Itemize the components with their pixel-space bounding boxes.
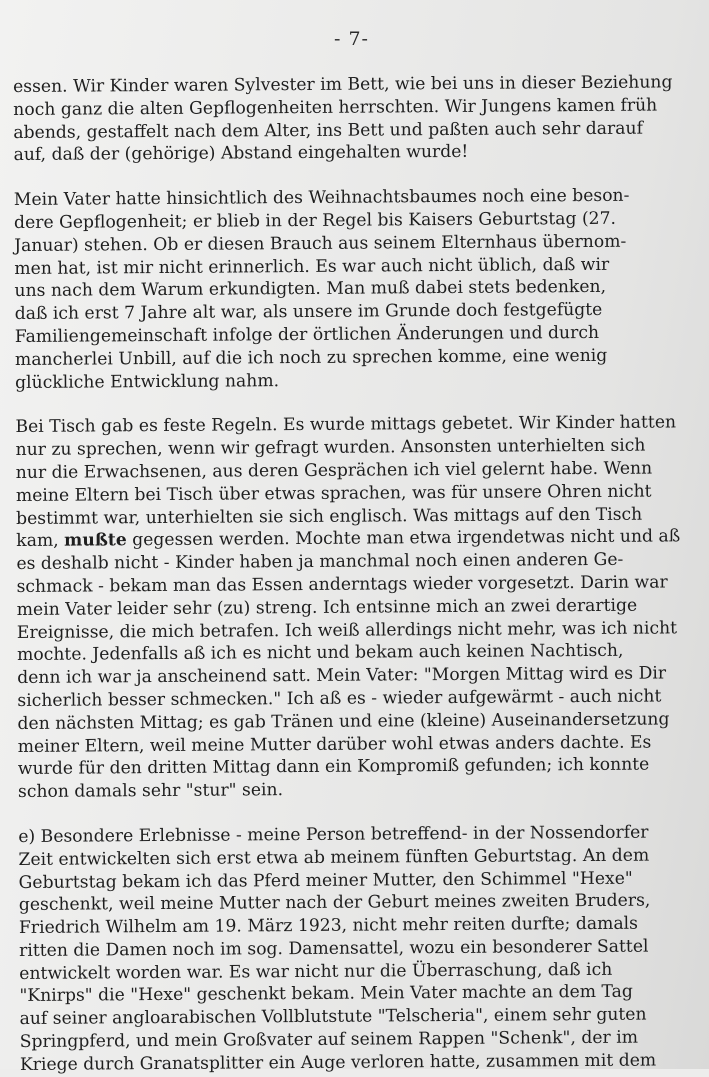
text-line: Bei Tisch gab es feste Regeln. Es wurde mittags gebetet. Wir Kinder hatten xyxy=(15,412,677,438)
text-line: noch ganz die alten Gepflogenheiten herrschten. Wir Jungens kamen früh xyxy=(13,95,658,120)
text-line: meine Eltern bei Tisch über etwas sprachen, was für unsere Ohren nicht xyxy=(15,481,652,506)
text-line: Zeit entwickelten sich erst etwa ab meinem fünften Geburtstag. An dem xyxy=(18,845,650,870)
text-line: den nächsten Mittag; es gab Tränen und eine (kleine) Auseinandersetzung xyxy=(17,709,670,734)
text-line: bestimmt war, unterhielten sie sich englisch. Was mittags auf den Tisch xyxy=(16,504,643,529)
text-line: mochte. Jedenfalls aß ich es nicht und bekam auch keinen Nachtisch, xyxy=(16,641,624,666)
text-line: Springpferd, und mein Großvater auf seinem Rappen "Schenk", der im xyxy=(19,1027,639,1053)
text-line: Friedrich Wilhelm am 19. März 1923, nicht mehr reiten durfte; damals xyxy=(18,913,639,939)
text-line: Familiengemeinschaft infolge der örtlichen Änderungen und durch xyxy=(14,322,600,347)
text-line: Januar) stehen. Ob er diesen Brauch aus seinem Elternhaus übernom- xyxy=(14,231,627,256)
page-number: - 7- xyxy=(334,28,369,50)
text-line: uns nach dem Warum erkundigten. Man muß dabei stets bedenken, xyxy=(14,277,607,302)
text-line: meiner Eltern, weil meine Mutter darüber wohl etwas anders dachte. Es xyxy=(17,732,652,757)
text-line: daß ich erst 7 Jahre alt war, als unsere im Grunde doch festgefügte xyxy=(14,300,603,325)
text-line: entwickelt worden war. Es war nicht nur die Überraschung, daß ich xyxy=(19,959,613,984)
text-line: denn ich war ja anscheinend satt. Mein Vater: "Morgen Mittag wird es Dir xyxy=(17,663,667,689)
text-line: abends, gestaffelt nach dem Alter, ins Bett und paßten auch sehr darauf xyxy=(13,118,643,143)
body-text xyxy=(13,71,700,1076)
paragraph-2 xyxy=(14,184,695,394)
text-line: Geburtstag bekam ich das Pferd meiner Mutter, den Schimmel "Hexe" xyxy=(18,868,633,893)
text-line: Kriege durch Granatsplitter ein Auge verloren hatte, zusammen mit dem xyxy=(19,1050,657,1075)
text-line: schmack - bekam man das Essen anderntags wieder vorgesetzt. Darin war xyxy=(16,572,668,597)
text-line: dere Gepflogenheit; er blieb in der Regel bis Kaisers Geburtstag (27. xyxy=(13,208,617,233)
text-fragment: gegessen werden. Mochte man etwa irgendetwas nicht und aß xyxy=(126,526,681,551)
text-line: schon damals sehr "stur" sein. xyxy=(17,780,284,803)
paragraph-4 xyxy=(18,821,700,1077)
text-line: wurde für den dritten Mittag dann ein Kompromiß gefunden; ich konnte xyxy=(17,754,650,780)
text-line: men hat, ist mir nicht erinnerlich. Es war auch nicht üblich, daß wir xyxy=(14,254,610,279)
text-line: glückliche Entwicklung nahm. xyxy=(15,370,280,393)
text-line: "Knirps" die "Hexe" geschenkt bekam. Mein Vater machte an dem Tag xyxy=(19,982,633,1007)
text-line: mein Vater leider sehr (zu) streng. Ich entsinne mich an zwei derartige xyxy=(16,595,638,620)
paragraph-3 xyxy=(15,412,698,804)
text-fragment: kam, xyxy=(16,530,65,552)
text-line: Mein Vater hatte hinsichtlich des Weihnachtsbaumes noch eine beson- xyxy=(13,185,630,211)
text-line: e) Besondere Erlebnisse - meine Person betreffend- in der Nossendorfer xyxy=(18,822,649,847)
text-line: sicherlich besser schmecken." Ich aß es - wieder aufgewärmt - auch nicht xyxy=(17,686,662,711)
text-line: mancherlei Unbill, auf die ich noch zu sprechen komme, eine wenig xyxy=(14,345,608,370)
text-line: nur zu sprechen, wenn wir gefragt wurden. Ansonsten unterhielten sich xyxy=(15,435,646,461)
text-line: nur die Erwachsenen, aus deren Gesprächen ich viel gelernt habe. Wenn xyxy=(15,458,653,483)
text-line: Ereignisse, die mich betrafen. Ich weiß allerdings nicht mehr, was ich nicht xyxy=(16,617,678,643)
text-line: auf, daß der (gehörige) Abstand eingehalten wurde! xyxy=(13,142,469,166)
text-line: essen. Wir Kinder waren Sylvester im Bett, wie bei uns in dieser Beziehung xyxy=(13,72,673,97)
text-line: ritten die Damen noch im sog. Damensattel, wozu ein besonderer Sattel xyxy=(19,936,649,961)
text-line: es deshalb nicht - Kinder haben ja manchmal noch einen anderen Ge- xyxy=(16,549,624,575)
text-line: auf seiner angloarabischen Vollblutstute "Telscheria", einem sehr guten xyxy=(19,1004,647,1030)
emphasized-word: mußte xyxy=(64,530,127,551)
paragraph-1 xyxy=(13,71,694,167)
text-line: geschenkt, weil meine Mutter nach der Geburt meines zweiten Bruders, xyxy=(18,890,651,916)
